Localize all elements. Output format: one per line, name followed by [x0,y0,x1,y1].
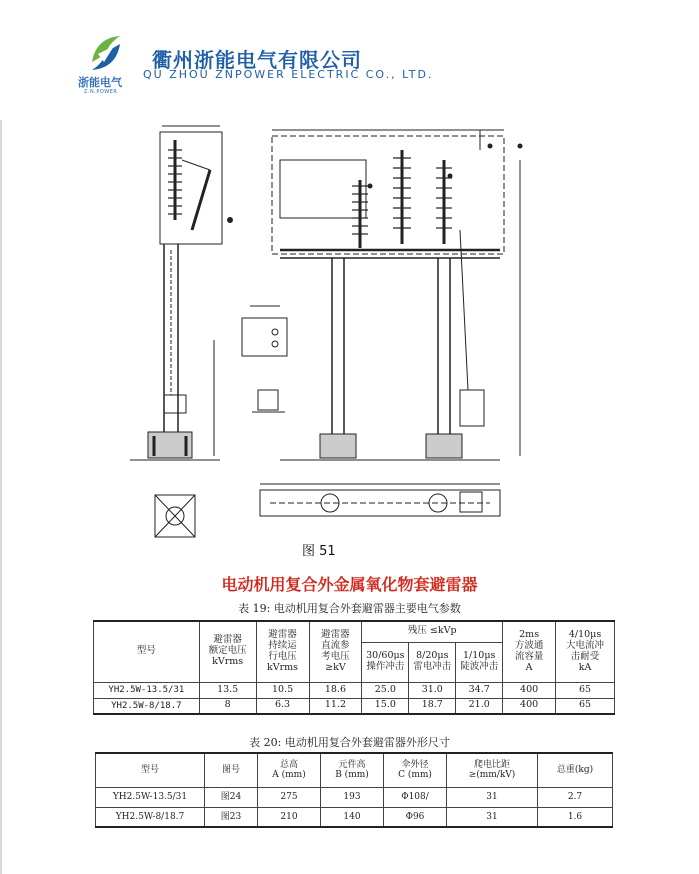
section-title: 电动机用复合外金属氧化物套避雷器 [221,575,478,594]
company-logo-icon [86,32,126,74]
col-switching-impulse: 30/60μs 操作冲击 [362,642,409,682]
table-row: YH2.5W-13.5/31 13.5 10.5 18.6 25.0 31.0 34.7 400 65 [94,682,615,698]
col-creepage: 爬电比距 ≥(mm/kV) [447,753,538,787]
table-row: YH2.5W-13.5/31 图24 275 193 Φ108/ 31 2.7 [96,787,613,807]
col-high-current: 4/10μs 大电流冲 击耐受 kA [556,621,615,682]
page-header [0,0,699,100]
col-model: 型号 [94,621,200,682]
company-name-cn: 衢州浙能电气有限公司 [152,48,362,72]
col-weight: 总重(kg) [538,753,613,787]
col-steep-impulse: 1/10μs 陡波冲击 [456,642,503,682]
figure-label: 图 51 [302,544,336,559]
col-total-height: 总高 A (mm) [258,753,321,787]
table20-caption: 表 20: 电动机用复合外套避雷器外形尺寸 [249,736,450,749]
table20 [95,752,613,828]
col-element-height: 元件高 B (mm) [321,753,384,787]
col-residual-voltage: 残压 ≤kVp [362,621,503,642]
table-row: YH2.5W-8/18.7 图23 210 140 Φ96 31 1.6 [96,807,613,827]
technical-drawing [120,120,550,560]
left-arrester-frame [160,132,222,244]
col-rated-voltage: 避雷器 额定电压 kVrms [199,621,256,682]
col-mcov: 避雷器 持续运 行电压 kVrms [256,621,309,682]
table19 [93,620,615,715]
col-square-wave: 2ms 方波通 流容量 A [503,621,556,682]
col-lightning-impulse: 8/20μs 雷电冲击 [409,642,456,682]
col-dc-reference: 避雷器 直流参 考电压 ≥kV [309,621,362,682]
col-shed-diameter: 伞外径 C (mm) [384,753,447,787]
company-name-en: QU ZHOU ZNPOWER ELECTRIC CO., LTD. [143,68,434,81]
margin-rule [0,120,2,874]
table19-caption: 表 19: 电动机用复合外套避雷器主要电气参数 [238,602,461,615]
col-figure: 图号 [205,753,258,787]
logo-name-en: Z.N.POWER [84,89,118,95]
table-row: YH2.5W-8/18.7 8 6.3 11.2 15.0 18.7 21.0 400 65 [94,698,615,714]
col-model: 型号 [96,753,205,787]
logo-name: 浙能电气 [78,76,122,89]
